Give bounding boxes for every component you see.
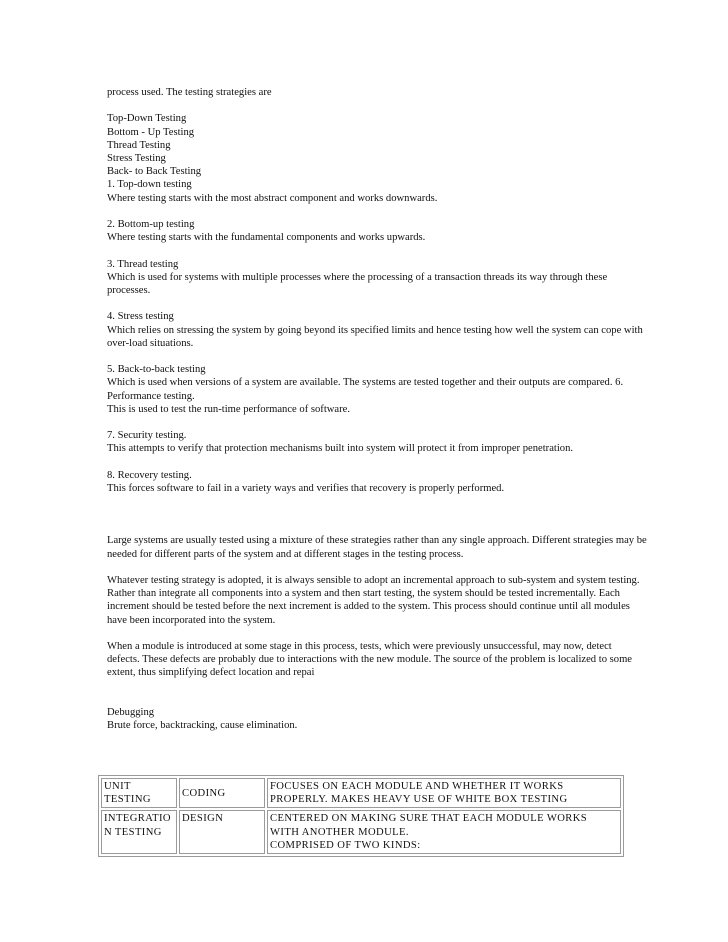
blank-space: [107, 508, 647, 534]
description-line: CENTERED ON MAKING SURE THAT EACH MODULE WORKS WITH ANOTHER MODULE.: [270, 813, 588, 838]
table-cell-description: [267, 778, 621, 808]
table-row: [101, 810, 621, 854]
paragraph-stress-testing: 4. Stress testing Which relies on stressing the system by going beyond its specified limits and hence testing how well the system can cope with over-load situations.: [107, 311, 643, 349]
paragraph-intro: process used. The testing strategies are: [107, 87, 272, 98]
table-row: [101, 778, 621, 808]
paragraph-bottom-up: 2. Bottom-up testing Where testing starts with the fundamental components and works upwards.: [107, 219, 426, 244]
paragraph-debugging: Debugging Brute force, backtracking, cause elimination.: [107, 706, 298, 731]
blank-space: [107, 693, 647, 706]
paragraph-back-to-back: 5. Back-to-back testing Which is used when versions of a system are available. The systems are tested together and their outputs are compared. 6. Performance testing. This is used to test the run-time performance of software.: [107, 364, 624, 415]
table-cell-description: [267, 810, 621, 854]
description-line: COMPRISED OF TWO KINDS:: [270, 839, 421, 851]
paragraph-module-introduced: When a module is introduced at some stage in this process, tests, which were previously unsuccessful, may now, detect defects. These defects are probably due to interactions with the new module. The source of the problem is localized to some extent, thus simplifying defect location and repai: [107, 640, 633, 679]
paragraph-mixture: Large systems are usually tested using a mixture of these strategies rather than any single approach. Different strategies may be needed for different parts of the system and at different stages in the testing process.: [107, 535, 647, 560]
paragraph-recovery-testing: 8. Recovery testing. This forces software to fail in a variety ways and verifies that recovery is properly performed.: [107, 469, 505, 494]
testing-table: [98, 775, 624, 857]
document-body: [107, 86, 647, 745]
paragraph-incremental: Whatever testing strategy is adopted, it is always sensible to adopt an incremental approach to sub-system and system testing. Rather than integrate all components into a system and then start testing, the system should be tested incrementally. Each increment should be tested before the next increment is added to the system. This process should continue until all modules have been incorporated into the system.: [107, 574, 640, 626]
table-cell-test: UNIT TESTING: [101, 778, 177, 808]
paragraph-strategy-list: Top-Down Testing Bottom - Up Testing Thread Testing Stress Testing Back- to Back Testing 1. Top-down testing Where testing starts with the most abstract component and works downwards.: [107, 113, 438, 204]
table-cell-phase: CODING: [179, 778, 265, 808]
paragraph-thread-testing: 3. Thread testing Which is used for systems with multiple processes where the processing of a transaction threads its way through these processes.: [107, 258, 608, 296]
table-cell-phase: DESIGN: [179, 810, 265, 854]
description-line: FOCUSES ON EACH MODULE AND WHETHER IT WORKS PROPERLY. MAKES HEAVY USE OF WHITE BOX TESTING: [270, 781, 568, 806]
paragraph-security-testing: 7. Security testing. This attempts to verify that protection mechanisms built into system will protect it from improper penetration.: [107, 430, 574, 455]
table-cell-test: INTEGRATIO N TESTING: [101, 810, 177, 854]
